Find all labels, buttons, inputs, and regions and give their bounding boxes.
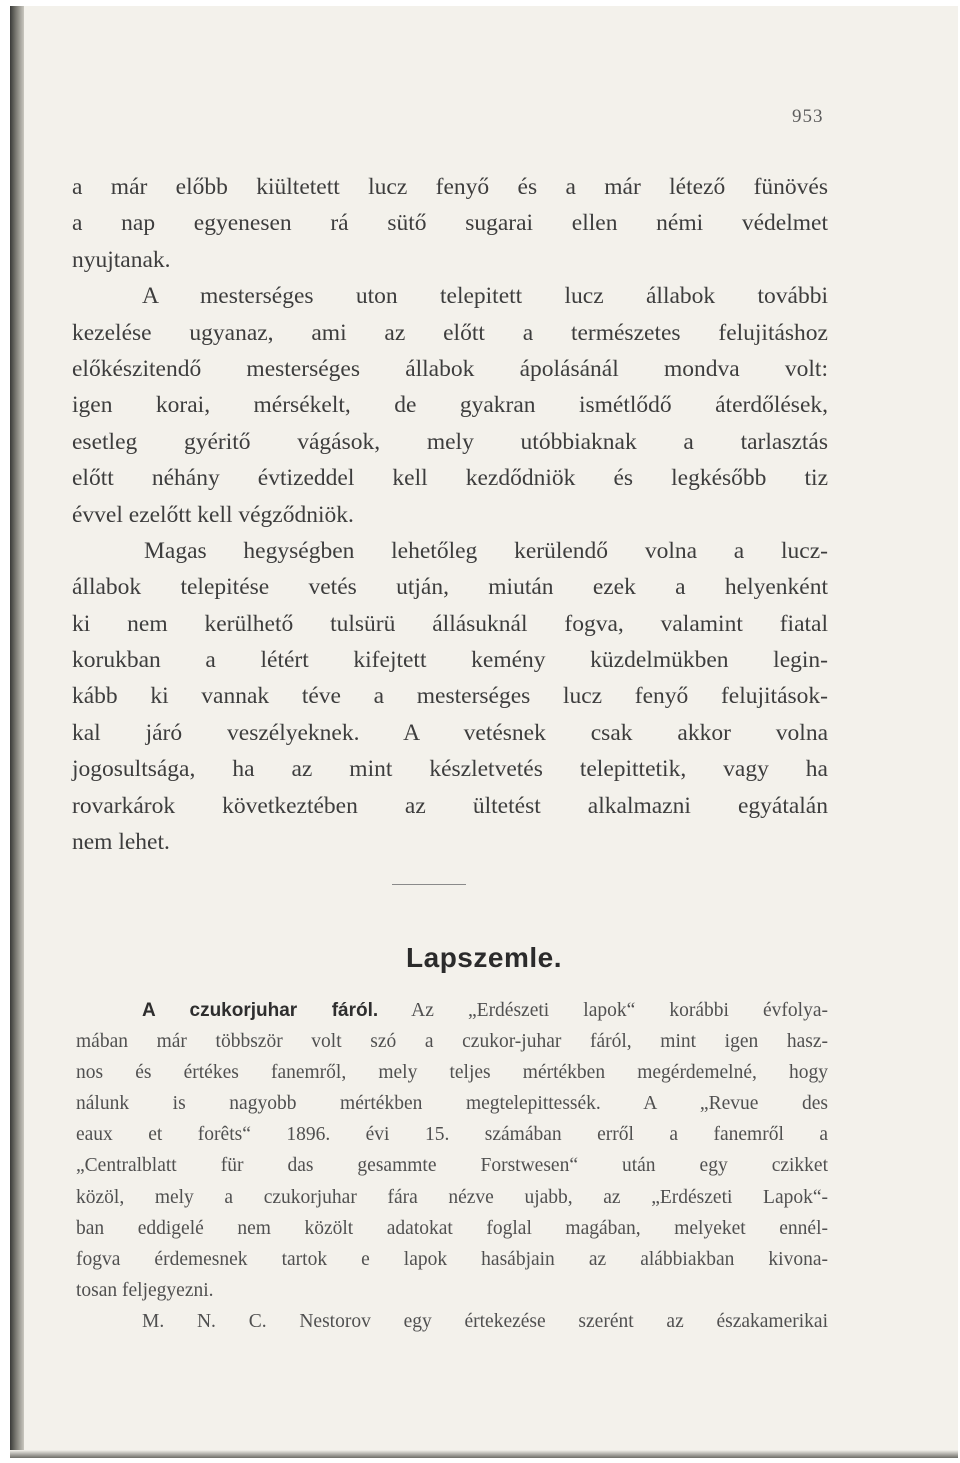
review-first-line-text: Az „Erdészeti lapok“ korábbi évfolya- [411, 1000, 828, 1021]
review-line: nálunk is nagyobb mértékben megtelepittessék. A „Revue des [76, 1093, 828, 1115]
page-bottom-shadow [10, 1450, 958, 1458]
review-line: ban eddigelé nem közölt adatokat foglal magában, melyeket ennél- [76, 1217, 828, 1239]
text-line: a nap egyenesen rá sütő sugarai ellen némi védelmet [72, 210, 828, 237]
review-title: A czukorjuhar fáról. [142, 1000, 379, 1021]
text-line: A mesterséges uton telepitett lucz állabok további [142, 283, 828, 310]
text-line: kezelése ugyanaz, ami az előtt a természetes felujitáshoz [72, 319, 828, 346]
page-number: 953 [792, 106, 824, 127]
text-line: évvel ezelőtt kell végződniök. [72, 501, 354, 528]
body-paragraphs [72, 169, 828, 860]
review-line: mában már többször volt szó a czukor-juhar fáról, mint igen hasz- [76, 1031, 828, 1053]
review-line: M. N. C. Nestorov egy értekezése szerént az északamerikai [142, 1310, 828, 1332]
text-line: esetleg gyéritő vágások, mely utóbbiaknak a tarlasztás [72, 428, 828, 455]
review-article [76, 995, 828, 1337]
text-line: előkészitendő mesterséges állabok ápolásánál mondva volt: [72, 355, 828, 382]
book-page [10, 6, 958, 1458]
review-first-line [76, 995, 828, 1026]
text-line: nem lehet. [72, 829, 170, 856]
text-line: rovarkárok következtében az ültetést alkalmazni egyátalán [72, 792, 828, 819]
text-line: Magas hegységben lehetőleg kerülendő volna a lucz- [144, 537, 828, 564]
review-line: eaux et forêts“ 1896. évi 15. számában erről a fanemről a [76, 1124, 828, 1146]
page-spine-shadow [10, 6, 24, 1458]
text-line: ki nem kerülhető tulsürü állásuknál fogva, valamint fiatal [72, 610, 828, 637]
review-line: fogva érdemesnek tartok e lapok hasábjain az alábbiakban kivona- [76, 1248, 828, 1270]
text-line: igen korai, mérsékelt, de gyakran ismétlődő áterdőlések, [72, 392, 828, 419]
section-heading: Lapszemle. [406, 942, 562, 973]
review-line: közöl, mely a czukorjuhar fára nézve ujabb, az „Erdészeti Lapok“- [76, 1186, 828, 1208]
review-line: nos és értékes fanemről, mely teljes mértékben megérdemelné, hogy [76, 1062, 828, 1084]
text-line: előtt néhány évtizeddel kell kezdődniök és legkésőbb tiz [72, 465, 828, 492]
text-line: a már előbb kiültetett lucz fenyő és a már létező fünövés [72, 174, 828, 200]
text-line: állabok telepitése vetés utján, miután ezek a helyenként [72, 574, 828, 601]
review-line: tosan feljegyezni. [76, 1279, 214, 1301]
section-divider [392, 884, 466, 885]
text-line: kal járó veszélyeknek. A vetésnek csak akkor volna [72, 719, 828, 746]
text-line: jogosultsága, ha az mint készletvetés telepittetik, vagy ha [72, 756, 828, 783]
text-line: korukban a létért kifejtett kemény küzdelmükben legin- [72, 647, 828, 674]
review-line: „Centralblatt für das gesammte Forstwesen“ után egy czikket [76, 1155, 828, 1177]
text-line: kább ki vannak téve a mesterséges lucz fenyő felujitások- [72, 683, 828, 710]
text-line: nyujtanak. [72, 246, 171, 273]
